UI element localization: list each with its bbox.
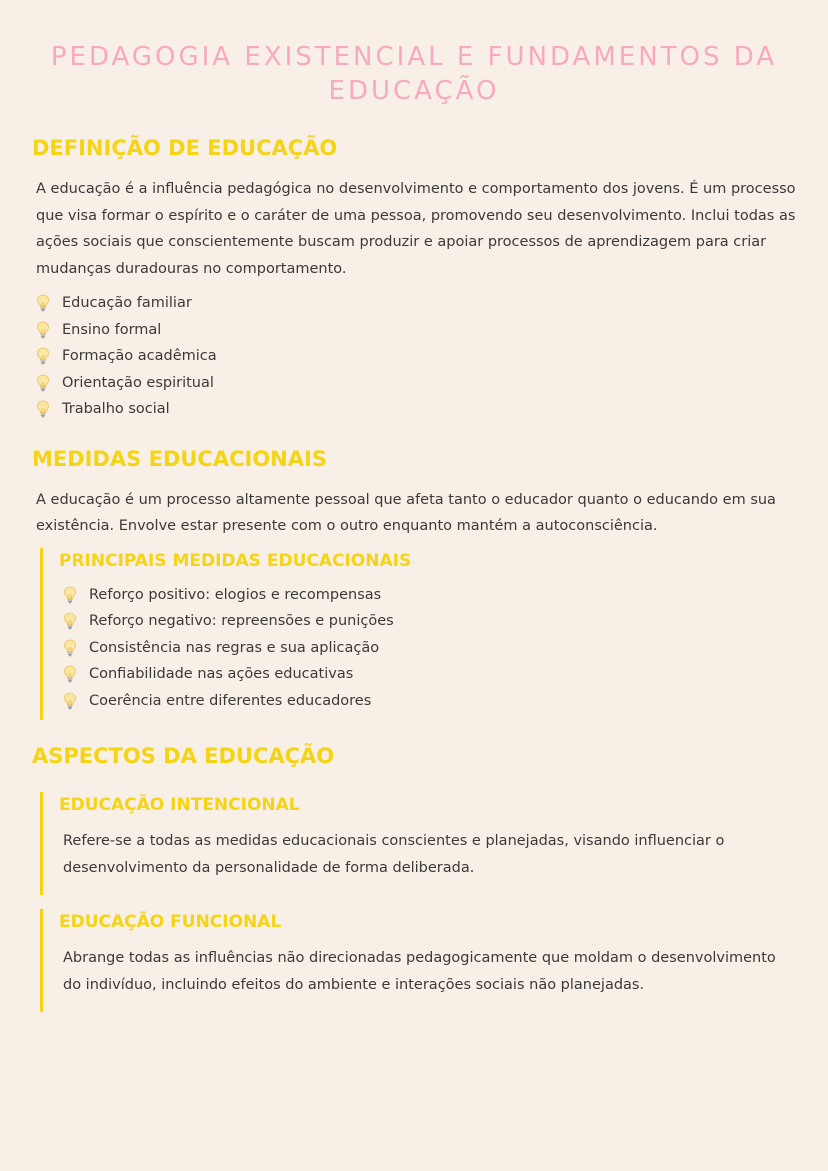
section-paragraph: A educação é um processo altamente pessoal que afeta tanto o educador quanto o educando em sua existência. Envolve estar presente com o outro enquanto mantém a autoconsciência. — [36, 491, 776, 534]
lightbulb-icon — [36, 373, 62, 393]
list-item — [63, 661, 796, 688]
list-item — [63, 688, 796, 715]
section-heading: MEDIDAS EDUCACIONAIS — [32, 446, 327, 471]
lightbulb-icon — [36, 346, 62, 366]
sub-heading: PRINCIPAIS MEDIDAS EDUCACIONAIS — [59, 550, 412, 571]
lightbulb-icon — [63, 638, 89, 658]
lightbulb-icon — [63, 664, 89, 684]
lightbulb-icon — [63, 691, 89, 711]
list-item-text: Ensino formal — [62, 321, 162, 338]
section-paragraph: A educação é a influência pedagógica no desenvolvimento e comportamento dos jovens. É um processo que visa formar o espírito e o caráter de uma pessoa, promovendo seu desenvolvimento. Inclui todas as ações sociais que conscientemente buscam produzir e apoiar processos de aprendizagem para criar mudanças duradouras no comportamento. — [36, 181, 796, 277]
block-paragraph: Refere-se a todas as medidas educacionais conscientes e planejadas, visando influenciar o desenvolvimento da personalidade de forma deliberada. — [63, 833, 725, 876]
list-item-text: Confiabilidade nas ações educativas — [89, 666, 354, 682]
list-item — [63, 608, 796, 635]
lightbulb-icon — [63, 611, 89, 631]
sub-heading: EDUCAÇÃO INTENCIONAL — [59, 795, 300, 815]
block-paragraph: Abrange todas as influências não direcionadas pedagogicamente que moldam o desenvolvimento do indivíduo, incluindo efeitos do ambiente e interações sociais não planejadas. — [63, 950, 776, 993]
highlight-box — [40, 792, 796, 895]
lightbulb-icon — [63, 585, 89, 605]
section-aspectos — [32, 742, 796, 1012]
section-heading: DEFINIÇÃO DE EDUCAÇÃO — [32, 136, 338, 160]
list-item-text: Formação acadêmica — [62, 348, 217, 364]
list-item — [36, 343, 796, 370]
section-definicao — [32, 134, 796, 423]
bullet-list — [32, 290, 796, 423]
highlight-box — [40, 548, 796, 721]
list-item-text: Coerência entre diferentes educadores — [89, 692, 372, 709]
list-item — [36, 396, 796, 423]
list-item-text: Consistência nas regras e sua aplicação — [89, 639, 380, 656]
list-item — [63, 635, 796, 662]
list-item-text: Trabalho social — [62, 401, 170, 417]
lightbulb-icon — [36, 399, 62, 419]
list-item-text: Orientação espiritual — [62, 374, 214, 391]
list-item — [36, 290, 796, 317]
list-item-text: Educação familiar — [62, 295, 192, 311]
list-item — [36, 370, 796, 397]
list-item-text: Reforço positivo: elogios e recompensas — [89, 586, 382, 603]
sub-heading: EDUCAÇÃO FUNCIONAL — [59, 912, 282, 932]
highlight-box — [40, 909, 796, 1012]
lightbulb-icon — [36, 320, 62, 340]
section-medidas — [32, 445, 796, 721]
bullet-list — [59, 582, 796, 715]
list-item-text: Reforço negativo: repreensões e punições — [89, 613, 394, 629]
page-title: PEDAGOGIA EXISTENCIAL E FUNDAMENTOS DA EDUCAÇÃO — [50, 42, 778, 106]
lightbulb-icon — [36, 293, 62, 313]
list-item — [36, 317, 796, 344]
list-item — [63, 582, 796, 609]
section-heading: ASPECTOS DA EDUCAÇÃO — [32, 744, 335, 768]
